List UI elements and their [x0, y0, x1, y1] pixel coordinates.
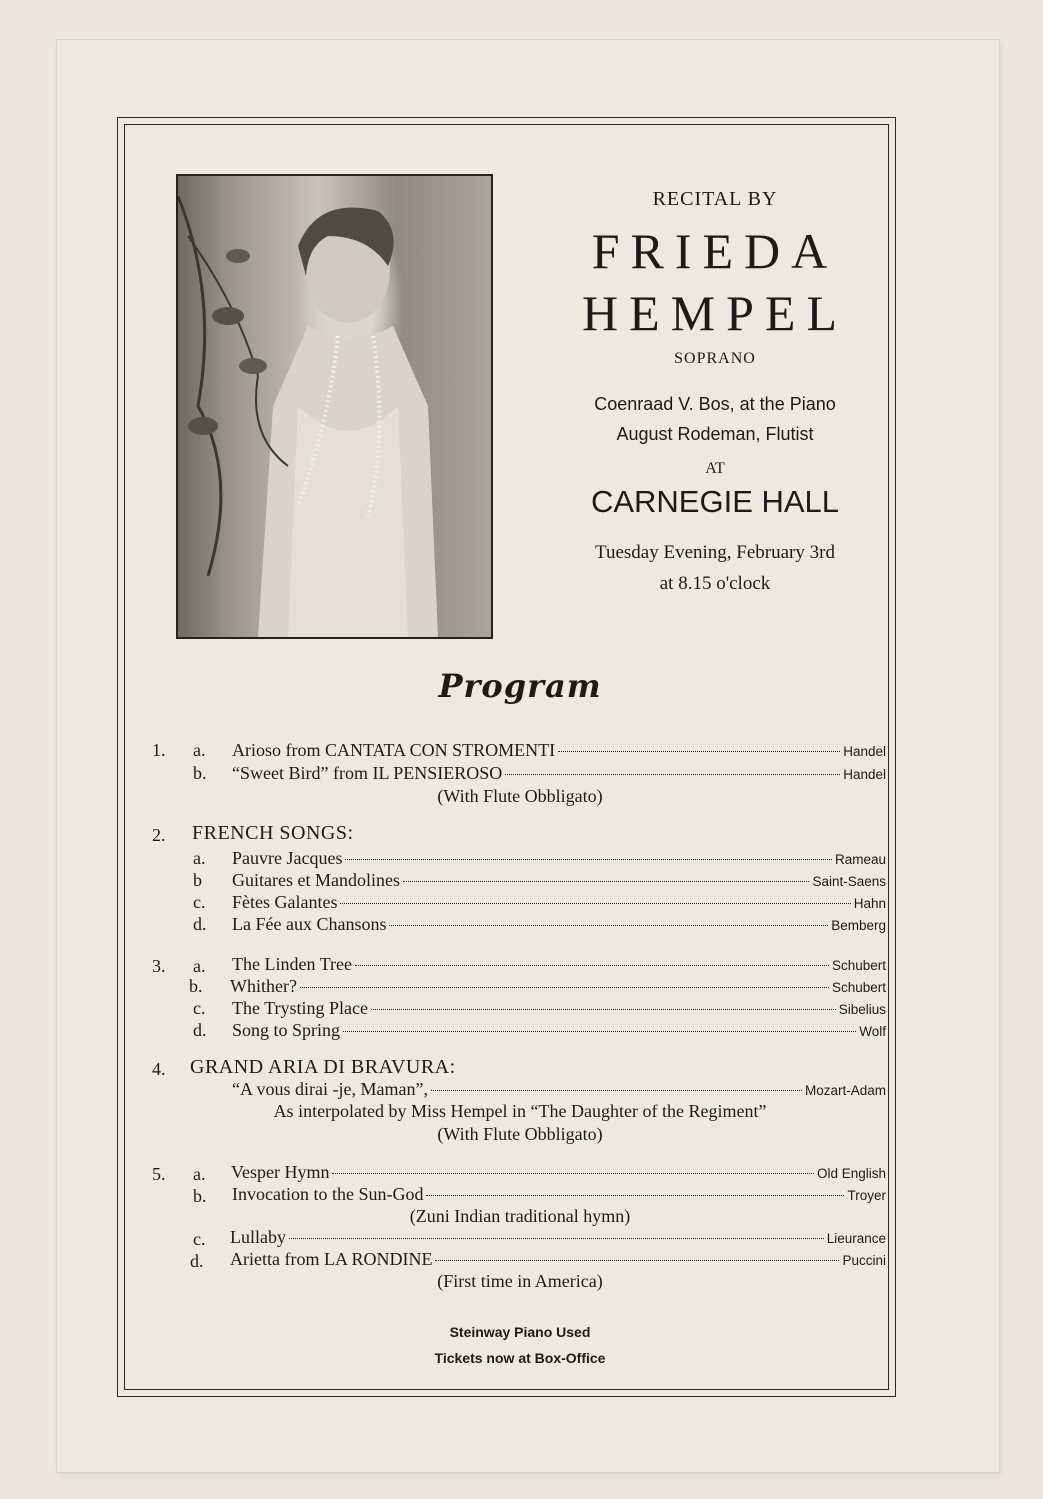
program-item: [232, 954, 886, 976]
program-item: [231, 1162, 886, 1184]
item-letter: b.: [193, 1186, 207, 1206]
flutist-line: August Rodeman, Flutist: [616, 424, 814, 444]
leader-dots: [403, 881, 809, 882]
item-composer: Hahn: [853, 896, 886, 911]
portrait-photo: [176, 174, 493, 639]
section-number: 3.: [152, 956, 166, 976]
leader-dots: [505, 774, 840, 775]
program-item: [232, 998, 886, 1020]
item-letter: c.: [193, 998, 206, 1018]
leader-dots: [435, 1260, 839, 1261]
program-item: [232, 914, 886, 936]
section-number: 2.: [152, 825, 166, 845]
item-composer: Bemberg: [831, 918, 886, 933]
item-title: Guitares et Mandolines: [232, 870, 400, 890]
item-title: Whither?: [230, 976, 297, 996]
item-composer: Troyer: [847, 1188, 886, 1203]
leader-dots: [355, 965, 829, 966]
item-title: Invocation to the Sun-God: [232, 1184, 424, 1204]
leader-dots: [431, 1090, 802, 1091]
leader-dots: [289, 1238, 824, 1239]
at-label: AT: [705, 460, 725, 477]
item-composer: Old English: [816, 1166, 886, 1181]
item-composer: Schubert: [831, 980, 886, 995]
item-title: The Linden Tree: [232, 954, 352, 974]
item-title: Arietta from LA RONDINE: [230, 1249, 433, 1269]
leader-dots: [300, 987, 829, 988]
program-item: [230, 1249, 886, 1271]
item-letter: d.: [193, 1020, 207, 1040]
program-heading: Program: [438, 667, 602, 705]
item-letter: b: [193, 870, 202, 890]
item-letter: b.: [189, 976, 203, 996]
item-title: Fètes Galantes: [232, 892, 338, 912]
leader-dots: [371, 1009, 836, 1010]
section-note: (First time in America): [437, 1271, 603, 1291]
piano-note: Steinway Piano Used: [449, 1324, 591, 1340]
item-composer: Puccini: [842, 1253, 886, 1268]
item-composer: Wolf: [859, 1024, 886, 1039]
item-composer: Saint-Saens: [812, 874, 886, 889]
section-title: GRAND ARIA DI BRAVURA:: [190, 1056, 456, 1078]
item-letter: a.: [193, 848, 206, 868]
item-letter: a.: [193, 956, 206, 976]
item-composer: Handel: [843, 744, 886, 759]
tickets-note: Tickets now at Box-Office: [434, 1350, 606, 1366]
item-letter: a.: [193, 740, 206, 760]
leader-dots: [426, 1195, 844, 1196]
item-title: “Sweet Bird” from IL PENSIEROSO: [232, 763, 503, 783]
leader-dots: [558, 751, 840, 752]
item-letter: c.: [193, 892, 206, 912]
leader-dots: [343, 1031, 856, 1032]
section-note: (With Flute Obbligato): [437, 786, 603, 806]
item-title: Arioso from CANTATA CON STROMENTI: [232, 740, 556, 760]
program-item: [232, 1184, 886, 1206]
section-note: As interpolated by Miss Hempel in “The Daughter of the Regiment”: [273, 1101, 767, 1121]
item-letter: d.: [190, 1251, 204, 1271]
item-title: Vesper Hymn: [231, 1162, 330, 1182]
recital-by-label: RECITAL BY: [652, 188, 778, 210]
program-item: [232, 848, 886, 870]
performer-first-name: FRIEDA: [591, 223, 839, 279]
section-number: 5.: [152, 1164, 166, 1184]
item-title: “A vous dirai -je, Maman”,: [232, 1079, 428, 1099]
leader-dots: [389, 925, 828, 926]
venue-name: CARNEGIE HALL: [590, 484, 840, 519]
item-composer: Handel: [843, 767, 886, 782]
program-item: [230, 1227, 886, 1249]
item-title: Lullaby: [230, 1227, 286, 1247]
item-letter: c.: [193, 1229, 206, 1249]
leader-dots: [340, 903, 850, 904]
program-item: [232, 740, 886, 762]
item-title: Pauvre Jacques: [232, 848, 343, 868]
program-item: [230, 976, 886, 998]
item-composer: Sibelius: [838, 1002, 886, 1017]
item-composer: Schubert: [831, 958, 886, 973]
leader-dots: [345, 859, 832, 860]
section-number: 1.: [152, 740, 166, 760]
program-item: [232, 892, 886, 914]
item-composer: Rameau: [834, 852, 886, 867]
concert-date: Tuesday Evening, February 3rd: [595, 542, 835, 563]
program-item: [232, 1020, 886, 1042]
program-item: [232, 763, 886, 785]
section-number: 4.: [152, 1059, 166, 1079]
performer-last-name: HEMPEL: [582, 285, 848, 341]
section-note: (With Flute Obbligato): [437, 1124, 603, 1144]
item-note: (Zuni Indian traditional hymn): [409, 1206, 631, 1226]
concert-time: at 8.15 o'clock: [659, 573, 771, 594]
item-letter: b.: [193, 763, 207, 783]
item-title: Song to Spring: [232, 1020, 341, 1040]
item-composer: Mozart-Adam: [804, 1083, 886, 1098]
item-letter: d.: [193, 914, 207, 934]
item-composer: Lieurance: [826, 1231, 886, 1246]
program-item: [232, 1079, 886, 1101]
section-title: FRENCH SONGS:: [192, 822, 354, 844]
pianist-line: Coenraad V. Bos, at the Piano: [594, 394, 836, 414]
leader-dots: [332, 1173, 813, 1174]
voice-type: SOPRANO: [674, 350, 756, 367]
program-item: [232, 870, 886, 892]
item-title: La Fée aux Chansons: [232, 914, 387, 934]
item-letter: a.: [193, 1164, 206, 1184]
item-title: The Trysting Place: [232, 998, 369, 1018]
